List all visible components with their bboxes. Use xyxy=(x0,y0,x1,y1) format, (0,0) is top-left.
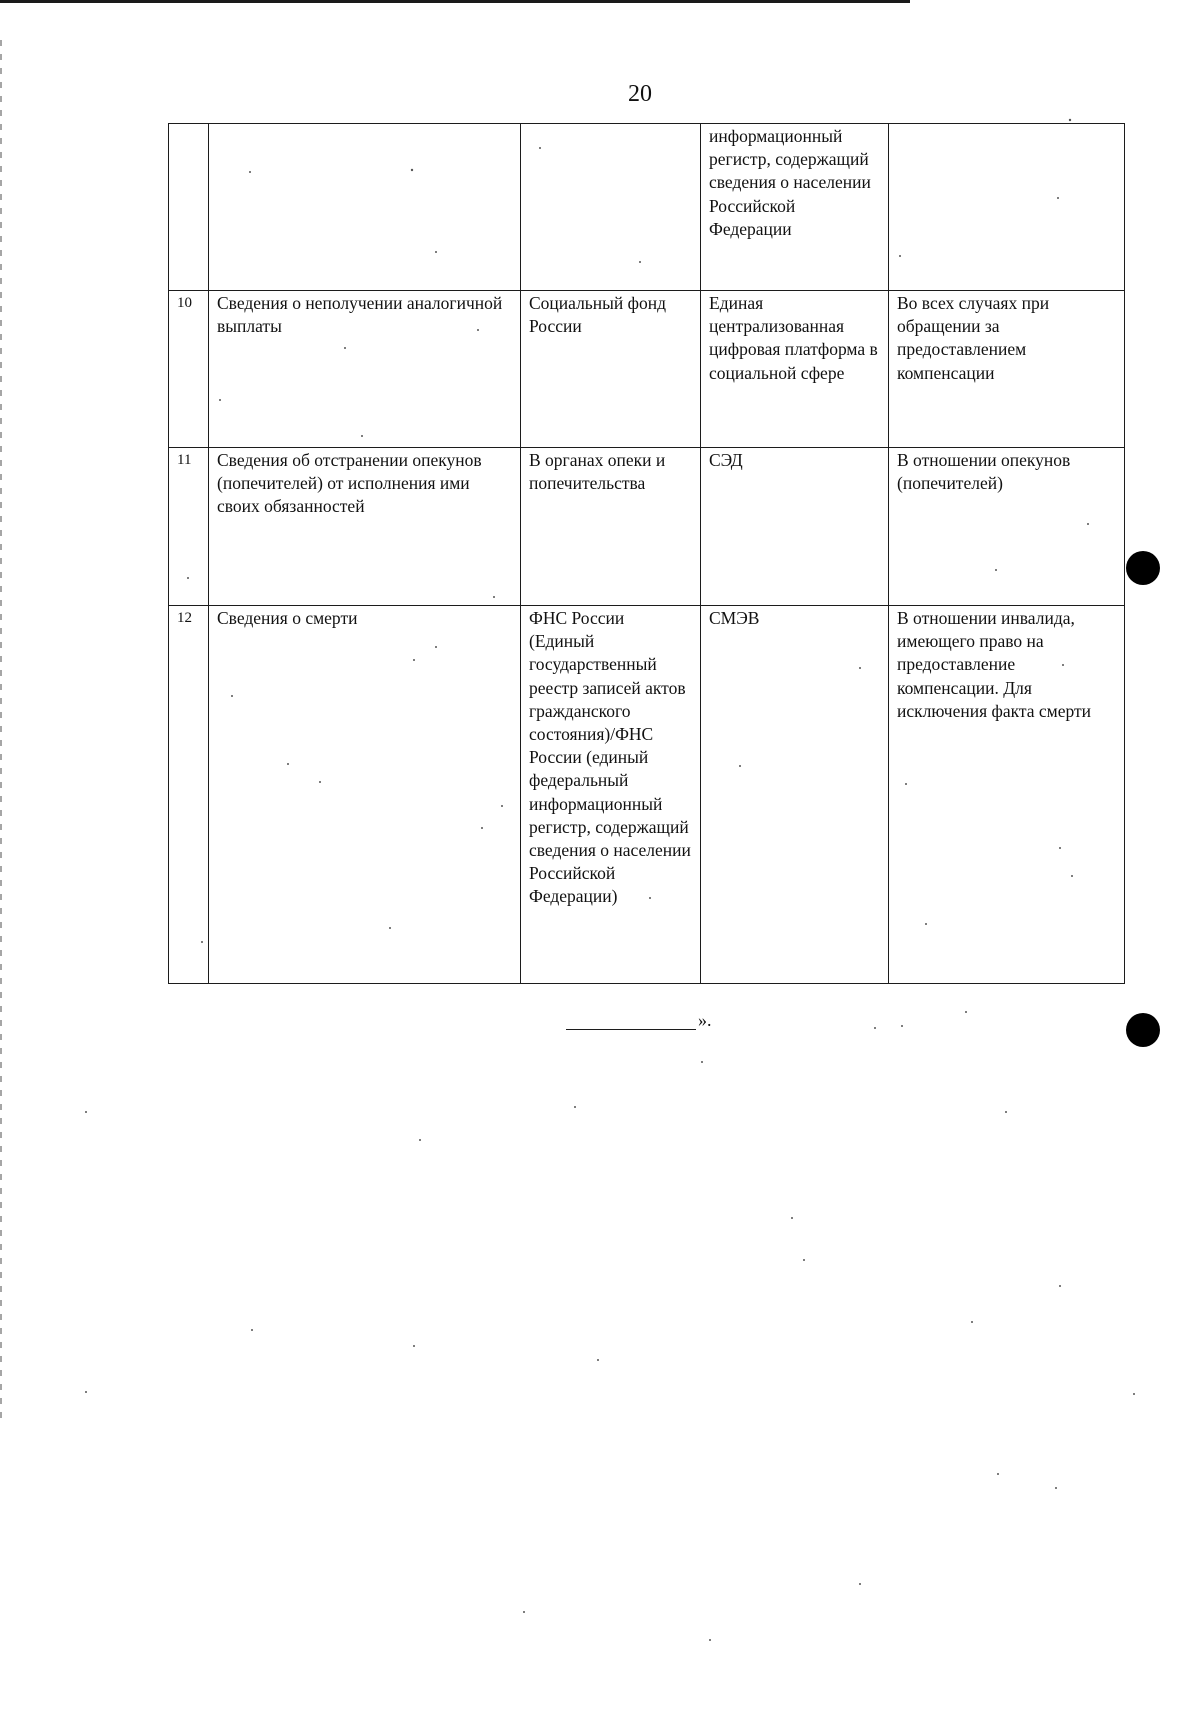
row-number-cell: 11 xyxy=(169,448,209,606)
condition-cell: Во всех случаях при обращении за предоставлением компенсации xyxy=(889,291,1125,448)
row-number-cell: 10 xyxy=(169,291,209,448)
condition-cell: В отношении инвалида, имеющего право на предоставление компенсации. Для исключения факта смерти xyxy=(889,606,1125,984)
source-cell: СМЭВ xyxy=(701,606,889,984)
info-cell: Сведения о неполучении аналогичной выплаты xyxy=(209,291,521,448)
provider-cell: В органах опеки и попечительства xyxy=(521,448,701,606)
closing-mark: ». xyxy=(698,1010,712,1030)
provider-cell: ФНС России (Единый государственный реестр записей актов гражданского состояния)/ФНС России (единый федеральный информационный регистр, содержащий сведения о населении Российской Федерации) xyxy=(521,606,701,984)
source-cell: Единая централизованная цифровая платформа в социальной сфере xyxy=(701,291,889,448)
page-number: 20 xyxy=(628,81,652,107)
condition-cell: В отношении опекунов (попечителей) xyxy=(889,448,1125,606)
source-cell: информационный регистр, содержащий сведения о населении Российской Федерации xyxy=(701,124,889,291)
provider-cell: Социальный фонд России xyxy=(521,291,701,448)
info-cell: Сведения об отстранении опекунов (попечителей) от исполнения ими своих обязанностей xyxy=(209,448,521,606)
source-cell: СЭД xyxy=(701,448,889,606)
row-number-cell: 12 xyxy=(169,606,209,984)
info-cell: Сведения о смерти xyxy=(209,606,521,984)
